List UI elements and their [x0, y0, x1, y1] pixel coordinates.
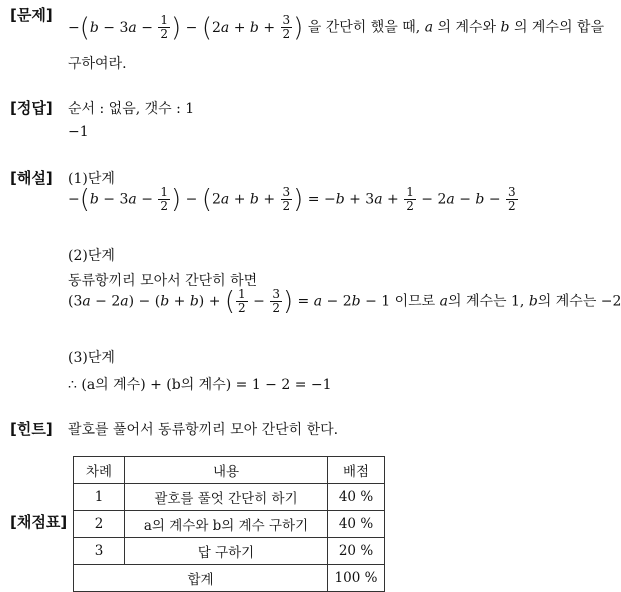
- step1-expression: −(b − 3a − $\frac{1}{2}$ ) − (2a + b + $\frac{3}{2}$ ) = −b + 3a + $\frac{1}{2}$ − 2a − b − $\frac{3}{2}$: [68, 184, 516, 215]
- answer-label: [정답]: [10, 99, 53, 117]
- solution-label: [해설]: [10, 169, 53, 187]
- row-points: 40 %: [328, 484, 385, 511]
- row-order: 2: [74, 511, 125, 538]
- row-points: 20 %: [328, 538, 385, 565]
- problem-expression: −(b − 3a − $\frac{1}{2}$ ) − (2a + b + $\frac{3}{2}$ ): [68, 12, 304, 43]
- step3-label: (3)단계: [68, 350, 115, 366]
- hint-text: 괄호를 풀어서 동류항끼리 모아 간단히 한다.: [68, 422, 339, 438]
- row-points: 40 %: [328, 511, 385, 538]
- problem-line-2: 구하여라.: [68, 56, 127, 72]
- header-content: 내용: [125, 457, 328, 484]
- rubric-table: [73, 456, 385, 592]
- total-value: 100 %: [328, 565, 385, 592]
- table-row: [74, 538, 385, 565]
- row-content: 답 구하기: [125, 538, 328, 565]
- table-header-row: [74, 457, 385, 484]
- answer-value: −1: [68, 124, 89, 140]
- problem-line-1: [68, 14, 604, 41]
- rubric-label: [채점표]: [10, 513, 68, 531]
- problem-text-2: 의 계수와: [437, 19, 497, 36]
- step2-tail-2: 의 계수는 1,: [448, 293, 525, 310]
- step2-text: 동류항끼리 모아서 간단히 하면: [68, 273, 258, 289]
- problem-text-1: 을 간단히 했을 때,: [307, 19, 421, 36]
- answer-line-1: 순서 : 없음, 갯수 : 1: [68, 101, 195, 117]
- problem-label: [문제]: [10, 6, 53, 24]
- step1-label: (1)단계: [68, 171, 115, 187]
- total-label: 합계: [74, 565, 328, 592]
- problem-var-b: b: [500, 19, 510, 36]
- step3-expression: ∴ (a의 계수) + (b의 계수) = 1 − 2 = −1: [68, 377, 332, 393]
- problem-var-a: a: [424, 19, 434, 36]
- row-content: a의 계수와 b의 계수 구하기: [125, 511, 328, 538]
- row-content: 괄호를 풀엇 간단히 하기: [125, 484, 328, 511]
- table-row: [74, 511, 385, 538]
- table-total-row: [74, 565, 385, 592]
- problem-text-3: 의 계수의 합을: [513, 19, 604, 36]
- step2-label: (2)단계: [68, 248, 115, 264]
- header-points: 배점: [328, 457, 385, 484]
- hint-label: [힌트]: [10, 420, 53, 438]
- step2-tail-1: 이므로: [394, 293, 436, 310]
- step2-tail-3: 의 계수는 −2: [537, 293, 621, 310]
- row-order: 1: [74, 484, 125, 511]
- header-order: 차례: [74, 457, 125, 484]
- step2-expression: (3a − 2a) − (b + b) + ( $\frac{1}{2}$ − $\frac{3}{2}$ ) = a − 2b − 1 이므로 a의 계수는 1, b의 계수는 −2: [68, 286, 621, 317]
- row-order: 3: [74, 538, 125, 565]
- table-row: [74, 484, 385, 511]
